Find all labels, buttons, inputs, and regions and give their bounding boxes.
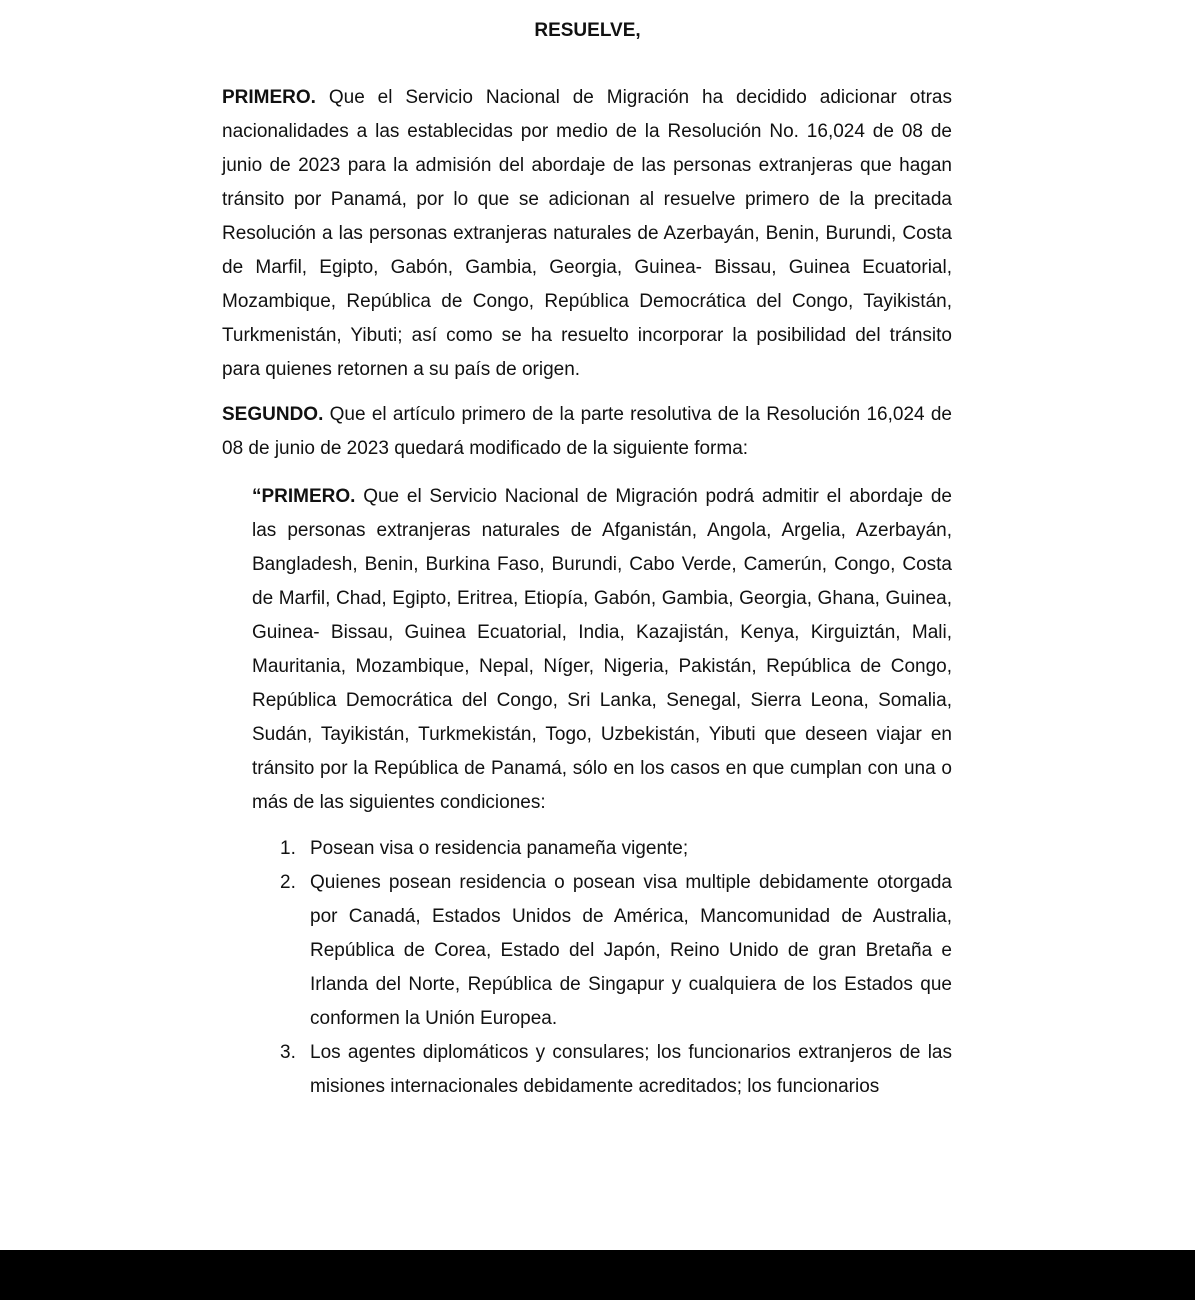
list-item <box>280 1036 952 1104</box>
list-item <box>280 832 952 866</box>
list-item-text: Quienes posean residencia o posean visa multiple debidamente otorgada por Canadá, Estados Unidos de América, Mancomunidad de Australia, República de Corea, Estado del Japón, Reino Unido de gran Bretaña e Irlanda del Norte, República de Singapur y cualquiera de los Estados que conformen la Unión Europea. <box>310 872 952 1029</box>
section-heading: RESUELVE, <box>534 20 641 41</box>
list-item-number: 3. <box>280 1042 296 1063</box>
bottom-black-bar <box>0 1250 1195 1300</box>
primero-text: Que el Servicio Nacional de Migración ha decidido adicionar otras nacionalidades a las establecidas por medio de la Resolución No. 16,024 de 08 de junio de 2023 para la admisión del abordaje de las personas extranjeras que hagan tránsito por Panamá, por lo que se adicionan al resuelve primero de la precitada Resolución a las personas extranjeras naturales de Azerbayán, Benin, Burundi, Costa de Marfil, Egipto, Gabón, Gambia, Georgia, Guinea- Bissau, Guinea Ecuatorial, Mozambique, República de Congo, República Democrática del Congo, Tayikistán, Turkmenistán, Yibuti; así como se ha resuelto incorporar la posibilidad del tránsito para quienes retornen a su país de origen. <box>222 87 952 380</box>
quote-text: Que el Servicio Nacional de Migración podrá admitir el abordaje de las personas extranjeras naturales de Afganistán, Angola, Argelia, Azerbayán, Bangladesh, Benin, Burkina Faso, Burundi, Cabo Verde, Camerún, Congo, Costa de Marfil, Chad, Egipto, Eritrea, Etiopía, Gabón, Gambia, Georgia, Ghana, Guinea, Guinea- Bissau, Guinea Ecuatorial, India, Kazajistán, Kenya, Kirguiztán, Mali, Mauritania, Mozambique, Nepal, Níger, Nigeria, Pakistán, República de Congo, República Democrática del Congo, Sri Lanka, Senegal, Sierra Leona, Somalia, Sudán, Tayikistán, Turkmekistán, Togo, Uzbekistán, Yibuti que deseen viajar en tránsito por la República de Panamá, sólo en los casos en que cumplan con una o más de las siguientes condiciones: <box>252 486 952 813</box>
quote-label: “PRIMERO. <box>252 486 356 507</box>
list-item-text: Los agentes diplomáticos y consulares; los funcionarios extranjeros de las misiones internacionales debidamente acreditados; los funcionarios <box>310 1042 952 1097</box>
list-item-number: 2. <box>280 872 296 893</box>
list-item-number: 1. <box>280 838 296 859</box>
segundo-text: Que el artículo primero de la parte resolutiva de la Resolución 16,024 de 08 de junio de 2023 quedará modificado de la siguiente forma: <box>222 404 952 459</box>
primero-label: PRIMERO. <box>222 87 316 108</box>
list-item <box>280 866 952 1036</box>
paragraph-segundo <box>222 398 952 466</box>
conditions-list <box>280 832 952 1104</box>
list-item-text: Posean visa o residencia panameña vigente; <box>310 838 689 859</box>
segundo-label: SEGUNDO. <box>222 404 324 425</box>
quoted-article-primero <box>252 480 952 820</box>
paragraph-primero <box>222 81 952 387</box>
